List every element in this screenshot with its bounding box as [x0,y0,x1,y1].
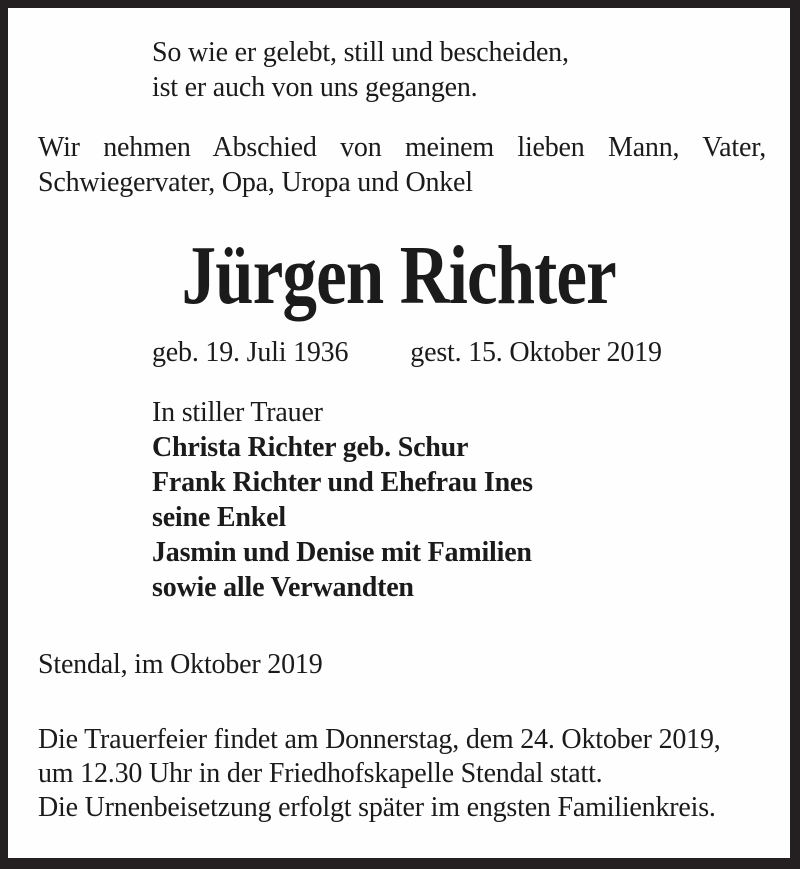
death-date: gest. 15. Oktober 2019 [410,337,662,368]
funeral-info-paragraph [38,723,773,825]
deceased-name-headline [8,229,790,341]
verse-line-2: ist er auch von uns gegangen. [152,72,478,103]
mourner-name: seine Enkel [152,502,286,533]
life-dates [152,335,662,370]
funeral-line-1: Die Trauerfeier findet am Donnerstag, dem 24. Oktober 2019, [38,724,721,755]
mourner-name: Christa Richter geb. Schur [152,432,469,463]
mourner-name: Frank Richter und Ehefrau Ines [152,467,533,498]
verse-line-1: So wie er gelebt, still und bescheiden, [152,37,569,68]
place-dateline: Stendal, im Oktober 2019 [38,649,323,680]
deceased-name: Jürgen Richter [181,229,617,322]
funeral-line-3: Die Urnenbeisetzung erfolgt später im engsten Familienkreis. [38,792,716,823]
farewell-line-1: Wir nehmen Abschied von meinem lieben Mann, Vater, [38,132,766,163]
farewell-line-2: Schwiegervater, Opa, Uropa und Onkel [38,167,473,198]
opening-verse [152,35,569,105]
farewell-paragraph [38,130,766,200]
mourner-name: Jasmin und Denise mit Familien [152,537,532,568]
mourners-block [152,395,533,605]
birth-date: geb. 19. Juli 1936 [152,337,349,368]
funeral-line-2: um 12.30 Uhr in der Friedhofskapelle Stendal statt. [38,758,603,789]
mourner-name: sowie alle Verwandten [152,572,414,603]
mourners-heading: In stiller Trauer [152,397,323,428]
